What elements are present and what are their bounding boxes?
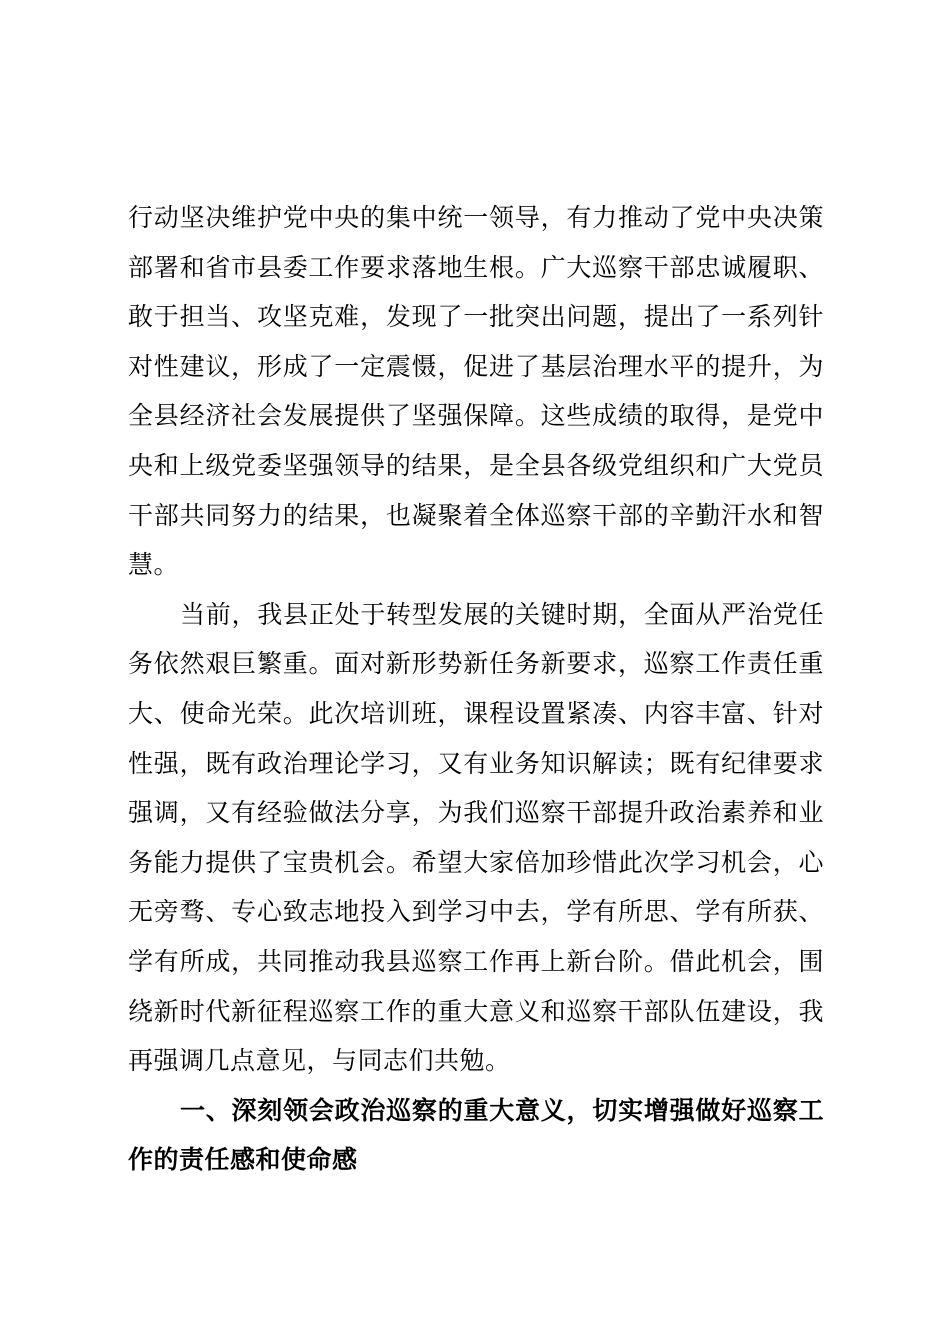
text-line: 大、使命光荣。此次培训班，课程设置紧凑、内容丰富、针对: [128, 698, 824, 728]
text-line: 干部共同努力的结果，也凝聚着全体巡察干部的辛勤汗水和智: [128, 500, 824, 530]
heading-line: 作的责任感和使命感: [128, 1145, 358, 1175]
document-page: [128, 193, 824, 1185]
text-line: 部署和省市县委工作要求落地生根。广大巡察干部忠诚履职、: [128, 252, 824, 282]
text-line: 务依然艰巨繁重。面对新形势新任务新要求，巡察工作责任重: [128, 649, 824, 679]
paragraph-1: [128, 193, 824, 590]
section-heading: [128, 1086, 824, 1185]
text-line: 学有所成，共同推动我县巡察工作再上新台阶。借此机会，围: [128, 946, 824, 976]
text-line: 行动坚决维护党中央的集中统一领导，有力推动了党中央决策: [128, 203, 824, 232]
text-line: 绕新时代新征程巡察工作的重大意义和巡察干部队伍建设，我: [128, 996, 824, 1026]
text-line: 无旁骛、专心致志地投入到学习中去，学有所思、学有所获、: [128, 897, 824, 927]
text-line: 再强调几点意见，与同志们共勉。: [128, 1046, 511, 1076]
text-line: 敢于担当、攻坚克难，发现了一批突出问题，提出了一系列针: [128, 302, 824, 332]
text-line: 性强，既有政治理论学习，又有业务知识解读；既有纪律要求: [128, 748, 824, 778]
text-line: 慧。: [128, 550, 180, 580]
paragraph-2: [128, 590, 824, 1086]
text-line: 央和上级党委坚强领导的结果，是全县各级党组织和广大党员: [128, 450, 824, 480]
text-line: 务能力提供了宝贵机会。希望大家倍加珍惜此次学习机会，心: [128, 847, 824, 877]
text-line: 对性建议，形成了一定震慑，促进了基层治理水平的提升，为: [128, 351, 824, 381]
text-line: 当前，我县正处于转型发展的关键时期，全面从严治党任: [180, 599, 824, 629]
text-line: 全县经济社会发展提供了坚强保障。这些成绩的取得，是党中: [128, 401, 824, 431]
heading-line: 一、深刻领会政治巡察的重大意义，切实增强做好巡察工: [180, 1095, 824, 1125]
text-line: 强调，又有经验做法分享，为我们巡察干部提升政治素养和业: [128, 798, 824, 828]
